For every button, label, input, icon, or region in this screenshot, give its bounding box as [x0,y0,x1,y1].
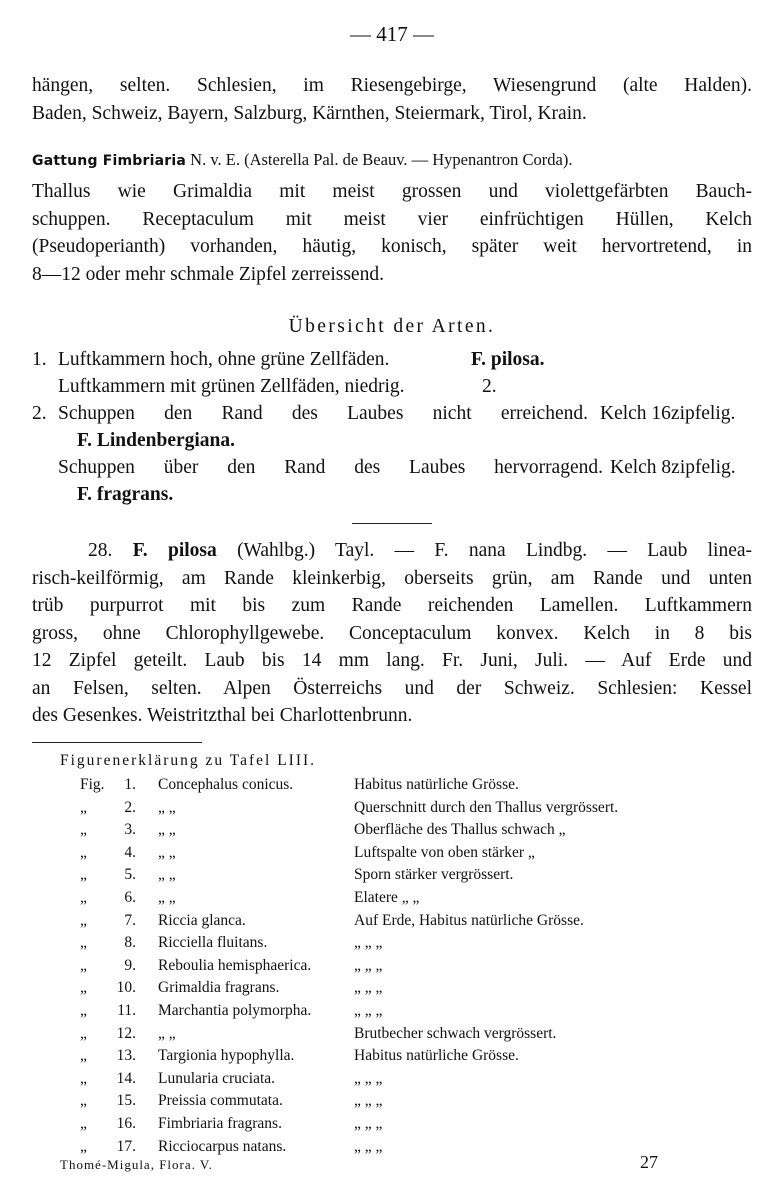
genus-name: Gattung Fimbriaria [32,153,187,169]
overview-heading: Übersicht der Arten. [288,316,496,337]
text-line: trüb purpurrot mit bis zum Rande reichenden Lamellen. Luftkammern [32,595,752,616]
figure-number: 17. [116,1137,136,1155]
text-line: 8—12 oder mehr schmale Zipfel zerreissend. [32,263,384,285]
figure-species: „ „ [158,1024,176,1042]
figure-number: 9. [124,956,136,974]
key-row [32,454,752,481]
genus-synonyms: N. v. E. (Asterella Pal. de Beauv. — Hypenantron Corda). [186,150,573,169]
species-entry [32,537,752,730]
key-row [32,373,752,400]
figure-description: „ „ „ [354,1069,383,1087]
section-divider [352,523,432,524]
figure-species: „ „ [158,798,176,816]
figure-label: „ [80,911,87,929]
text-line: hängen, selten. Schlesien, im Riesengebirge, Wiesengrund (alte Halden). [32,75,752,96]
figure-species: „ „ [158,843,176,861]
figure-number: 13. [116,1047,136,1065]
text-line: risch-keilförmig, am Rande kleinkerbig, oberseits grün, am Rande und unten [32,567,752,589]
figure-row [60,979,760,1001]
text-line: Thallus wie Grimaldia mit meist grossen und violettgefärbten Bauch- [32,181,752,202]
figure-description: Sporn stärker vergrössert. [354,866,514,884]
page-number: — 417 — [350,22,434,46]
figure-description: „ „ „ [354,1137,383,1155]
figure-label: „ [80,1024,87,1042]
figure-row [60,1047,760,1069]
figure-label: „ [80,1069,87,1087]
figure-species: Targionia hypophylla. [158,1047,295,1065]
figure-number: 4. [124,843,136,861]
text-line: 12 Zipfel geteilt. Laub bis 14 mm lang. Fr. Juni, Juli. — Auf Erde und [32,650,752,671]
figure-label: „ [80,1137,87,1155]
top-paragraph [32,72,752,127]
figure-description: Brutbecher schwach vergrössert. [354,1024,557,1042]
key-result: F. fragrans. [77,484,174,505]
figure-number: 3. [124,821,136,839]
figure-label: Fig. [80,776,105,793]
key-number: 2. [32,403,47,424]
key-text: Luftkammern mit grünen Zellfäden, niedrig. [58,376,405,397]
figure-number: 7. [124,911,136,929]
figure-row [60,1115,760,1137]
figure-label: „ [80,866,87,884]
key-result: 2. [482,376,497,397]
figure-row [60,1025,760,1047]
figure-number: 11. [117,1002,136,1019]
key-kelch: Kelch 16zipfelig. [600,403,736,424]
figure-species: Marchantia polymorpha. [158,1002,312,1019]
figure-label: „ [80,821,87,839]
key-text: Luftkammern hoch, ohne grüne Zellfäden. [58,349,390,370]
key-result: F. Lindenbergiana. [77,430,236,451]
figure-species: Riccia glanca. [158,911,246,929]
figure-description: „ „ „ [354,1002,383,1019]
figure-row [60,912,760,934]
figure-description: Auf Erde, Habitus natürliche Grösse. [354,911,584,929]
key-row [32,427,752,454]
figure-row [60,934,760,956]
figure-row [60,844,760,866]
figure-species: Fimbriaria fragrans. [158,1115,282,1132]
figure-row [60,821,760,843]
key-row [32,346,752,373]
figure-legend-title: Figurenerklärung zu Tafel LIII. [60,752,317,769]
figure-label: „ [80,1002,87,1019]
figure-row [60,957,760,979]
figure-description: Habitus natürliche Grösse. [354,776,519,793]
figure-description: „ „ „ [354,934,383,952]
footnote-rule [32,742,202,743]
footer-source: Thomé-Migula, Flora. V. [60,1157,213,1172]
key-kelch: Kelch 8zipfelig. [610,457,736,478]
key-result: F. pilosa. [471,349,545,370]
figure-number: 16. [116,1115,136,1132]
figure-label: „ [80,1092,87,1110]
figure-species: „ „ [158,821,176,839]
figure-description: Querschnitt durch den Thallus vergrössert. [354,798,619,816]
figure-number: 8. [124,934,136,952]
figure-label: „ [80,956,87,974]
figure-label: „ [80,798,87,816]
genus-heading [32,146,752,176]
species-number: 28. [88,540,113,561]
key-row [32,481,752,508]
species-author: (Wahlbg.) Tayl. — F. nana Lindbg. — Laub linea- [216,540,753,561]
figure-description: „ „ „ [354,1115,383,1132]
figure-species: Ricciella fluitans. [158,934,268,952]
figure-number: 6. [124,889,136,906]
text-line: des Gesenkes. Weistritzthal bei Charlottenbrunn. [32,705,413,726]
figure-species: „ „ [158,889,176,906]
key-text: Schuppen den Rand des Laubes nicht erreichend. [58,403,588,424]
figure-description: Oberfläche des Thallus schwach „ [354,821,566,839]
figure-row [60,1070,760,1092]
figure-row [60,889,760,911]
figure-number: 15. [116,1092,136,1110]
figure-description: „ „ „ [354,956,383,974]
figure-number: 10. [116,979,136,997]
figure-species: Reboulia hemisphaerica. [158,956,312,974]
figure-row [60,1002,760,1024]
genus-description [32,178,752,288]
figure-species: Ricciocarpus natans. [158,1137,287,1155]
figure-description: Luftspalte von oben stärker „ [354,843,535,861]
figure-label: „ [80,843,87,861]
text-line: (Pseudoperianth) vorhanden, häutig, konisch, später weit hervortretend, in [32,236,752,257]
figure-label: „ [80,889,87,906]
figure-label: „ [80,979,87,997]
figure-number: 12. [116,1024,136,1042]
figure-number: 1. [124,776,136,793]
text-line: an Felsen, selten. Alpen Österreichs und der Schweiz. Schlesien: Kessel [32,677,752,699]
figure-description: Habitus natürliche Grösse. [354,1047,519,1065]
figure-number: 14. [116,1069,136,1087]
key-number: 1. [32,349,47,370]
figure-row [60,799,760,821]
figure-species: Lunularia cruciata. [158,1069,276,1087]
figure-species: Concephalus conicus. [158,776,294,793]
text-line: Baden, Schweiz, Bayern, Salzburg, Kärnthen, Steiermark, Tirol, Krain. [32,102,587,124]
figure-description: „ „ „ [354,1092,383,1110]
figure-row [60,776,760,798]
figure-description: „ „ „ [354,979,383,997]
figure-label: „ [80,934,87,952]
figure-species: Preissia commutata. [158,1092,283,1110]
figure-species: Grimaldia fragrans. [158,979,280,997]
footer-sheet-number: 27 [640,1152,658,1172]
figure-number: 2. [124,798,136,816]
figure-label: „ [80,1115,87,1132]
key-row [32,400,752,427]
figure-species: „ „ [158,866,176,884]
species-key [32,346,752,508]
figure-number: 5. [124,866,136,884]
text-line: schuppen. Receptaculum mit meist vier einfrüchtigen Hüllen, Kelch [32,208,752,230]
figure-description: Elatere „ „ [354,889,420,906]
figure-row [60,866,760,888]
species-name: F. pilosa [132,540,217,561]
figure-label: „ [80,1047,87,1065]
figure-row [60,1092,760,1114]
key-text: Schuppen über den Rand des Laubes hervorragend. [58,457,603,478]
text-line: gross, ohne Chlorophyllgewebe. Conceptaculum konvex. Kelch in 8 bis [32,622,752,644]
